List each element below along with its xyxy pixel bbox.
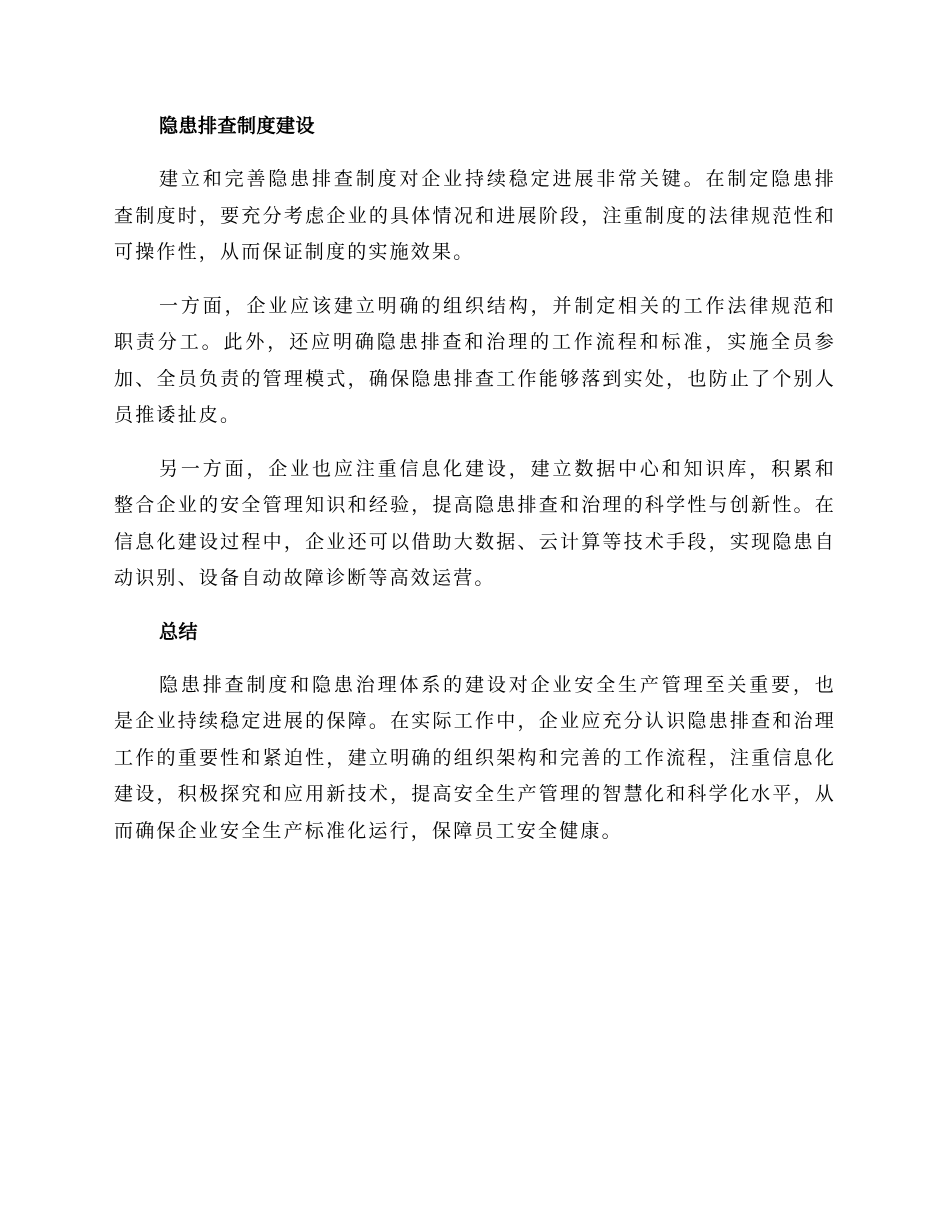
paragraph-4: 隐患排查制度和隐患治理体系的建设对企业安全生产管理至关重要，也是企业持续稳定进展的保障。在实际工作中，企业应充分认识隐患排查和治理工作的重要性和紧迫性，建立明确的组织架构和完善的工作流程，注重信息化建设，积极探究和应用新技术，提高安全生产管理的智慧化和科学化水平，从而确保企业安全生产标准化运行，保障员工安全健康。 xyxy=(114,673,836,842)
section-heading-summary: 总结 xyxy=(159,620,199,643)
document-page xyxy=(114,108,836,866)
paragraph-2: 一方面，企业应该建立明确的组织结构，并制定相关的工作法律规范和职责分工。此外，还应明确隐患排查和治理的工作流程和标准，实施全员参加、全员负责的管理模式，确保隐患排查工作能够落到实处，也防止了个别人员推诿扯皮。 xyxy=(114,294,836,426)
paragraph-1: 建立和完善隐患排查制度对企业持续稳定进展非常关键。在制定隐患排查制度时，要充分考虑企业的具体情况和进展阶段，注重制度的法律规范性和可操作性，从而保证制度的实施效果。 xyxy=(114,168,836,263)
section-heading-hazard-system: 隐患排查制度建设 xyxy=(159,115,316,137)
paragraph-3: 另一方面，企业也应注重信息化建设，建立数据中心和知识库，积累和整合企业的安全管理知识和经验，提高隐患排查和治理的科学性与创新性。在信息化建设过程中，企业还可以借助大数据、云计算等技术手段，实现隐患自动识别、设备自动故障诊断等高效运营。 xyxy=(114,457,836,589)
